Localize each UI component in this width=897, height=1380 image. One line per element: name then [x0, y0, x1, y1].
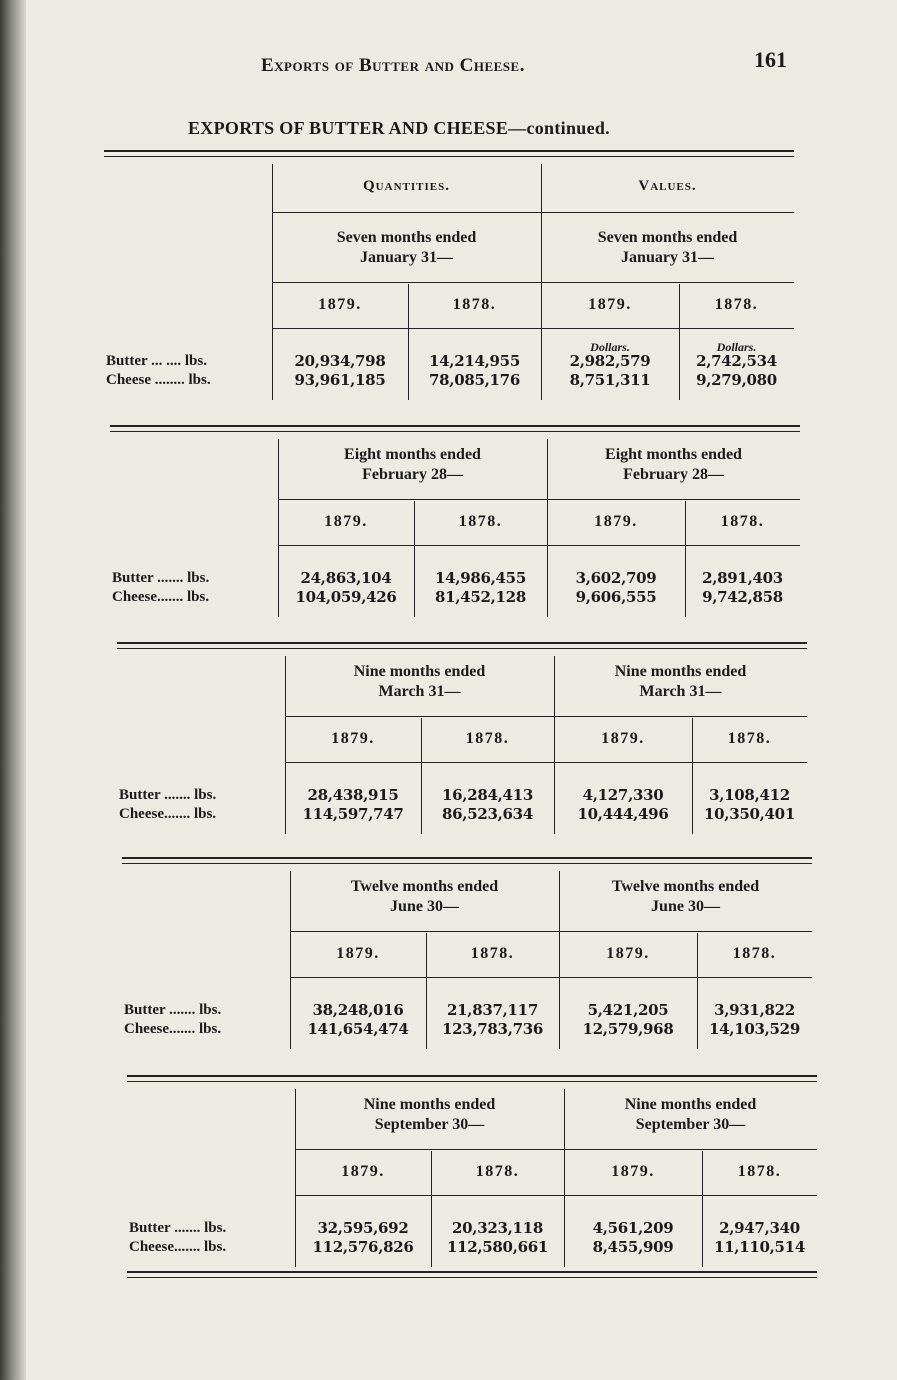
data-cell: 2,891,403: [702, 569, 783, 587]
double-rule: [110, 425, 800, 432]
period-label: Nine months ended: [624, 1096, 757, 1113]
rule: [272, 328, 794, 329]
values-period: [541, 228, 794, 268]
data-cell: 28,438,915: [307, 786, 399, 804]
year-header: 1879.: [341, 1163, 385, 1180]
table-section: [127, 1075, 817, 1345]
rule: [295, 1149, 817, 1150]
period-date: February 28—: [362, 466, 463, 483]
rule: [290, 977, 812, 978]
rule: [697, 933, 698, 1049]
data-cell: 3,108,412: [709, 786, 790, 804]
year-header: 1878.: [465, 730, 510, 747]
data-cell: 2,982,579: [569, 352, 651, 370]
period-date: February 28—: [623, 466, 724, 483]
rule: [272, 164, 273, 400]
rule: [702, 1151, 703, 1267]
year-header: 1879.: [601, 730, 645, 747]
row-label: Butter ....... lbs.: [129, 1220, 227, 1236]
year-header: 1878.: [737, 1163, 782, 1180]
data-cell: 78,085,176: [429, 371, 520, 389]
rule: [290, 871, 291, 1049]
period-label: Nine months ended: [614, 663, 747, 680]
year-header: 1879.: [331, 730, 375, 747]
rule: [285, 716, 807, 717]
quantities-period: [295, 1095, 564, 1135]
data-cell: 4,561,209: [592, 1219, 674, 1237]
year-header: 1878.: [470, 945, 515, 962]
rule: [431, 1151, 432, 1267]
rule: [564, 1089, 565, 1267]
values-header: Values.: [638, 178, 697, 194]
period-date: January 31—: [360, 249, 453, 266]
data-cell: 9,742,858: [702, 588, 783, 606]
rule: [285, 762, 807, 763]
values-period: [554, 662, 807, 702]
quantities-period: [278, 445, 547, 485]
data-cell: 3,602,709: [575, 569, 657, 587]
data-cell: 21,837,117: [447, 1001, 538, 1019]
period-label: Twelve months ended: [611, 878, 760, 895]
year-header: 1878.: [458, 513, 503, 530]
quantities-period: [285, 662, 554, 702]
data-cell: 93,961,185: [294, 371, 386, 389]
row-label: Cheese ........ lbs.: [106, 372, 211, 388]
rule: [679, 284, 680, 400]
year-header: 1878.: [475, 1163, 520, 1180]
period-date: June 30—: [651, 898, 720, 915]
quantities-period: [290, 877, 559, 917]
data-cell: 4,127,330: [582, 786, 664, 804]
year-header: 1878.: [452, 296, 497, 313]
row-label: Cheese....... lbs.: [124, 1021, 222, 1037]
double-rule: [104, 150, 794, 157]
period-label: Seven months ended: [597, 229, 738, 246]
double-rule: [127, 1075, 817, 1082]
year-header: 1878.: [714, 296, 759, 313]
data-cell: 10,444,496: [577, 805, 669, 823]
row-label: Cheese....... lbs.: [112, 589, 210, 605]
data-cell: 104,059,426: [295, 588, 397, 606]
data-cell: 112,576,826: [312, 1238, 414, 1256]
double-rule: [127, 1271, 817, 1278]
data-cell: 16,284,413: [442, 786, 533, 804]
period-date: September 30—: [635, 1116, 746, 1133]
table-section: [104, 150, 794, 420]
rule: [290, 931, 812, 932]
data-cell: 12,579,968: [582, 1020, 674, 1038]
rule: [295, 1089, 296, 1267]
row-label: Butter ... .... lbs.: [106, 353, 207, 369]
dollars-unit: Dollars.: [590, 340, 630, 354]
data-cell: 141,654,474: [307, 1020, 409, 1038]
double-rule: [117, 642, 807, 649]
period-label: Nine months ended: [363, 1096, 496, 1113]
page-number: 161: [754, 47, 787, 72]
data-cell: 8,455,909: [592, 1238, 674, 1256]
table-title: EXPORTS OF BUTTER AND CHEESE—continued.: [188, 118, 610, 138]
period-label: Twelve months ended: [350, 878, 499, 895]
rule: [559, 871, 560, 1049]
rule: [692, 718, 693, 834]
data-cell: 38,248,016: [312, 1001, 404, 1019]
rule: [554, 656, 555, 834]
double-rule: [122, 857, 812, 864]
values-period: [559, 877, 812, 917]
period-date: September 30—: [374, 1116, 485, 1133]
data-cell: 81,452,128: [435, 588, 526, 606]
row-label: Butter ....... lbs.: [112, 570, 210, 586]
data-cell: 112,580,661: [446, 1238, 549, 1256]
quantities-header: Quantities.: [363, 178, 450, 194]
year-header: 1879.: [336, 945, 380, 962]
year-header: 1879.: [594, 513, 638, 530]
row-label: Butter ....... lbs.: [124, 1002, 222, 1018]
period-label: Nine months ended: [353, 663, 486, 680]
data-cell: 3,931,822: [714, 1001, 795, 1019]
data-cell: 14,214,955: [429, 352, 520, 370]
data-cell: 5,421,205: [587, 1001, 669, 1019]
data-cell: 123,783,736: [441, 1020, 544, 1038]
rule: [414, 501, 415, 617]
period-date: June 30—: [390, 898, 459, 915]
period-label: Eight months ended: [344, 446, 481, 463]
year-header: 1879.: [611, 1163, 655, 1180]
rule: [272, 212, 794, 213]
rule: [278, 545, 800, 546]
year-header: 1878.: [727, 730, 772, 747]
data-cell: 14,986,455: [435, 569, 526, 587]
running-head: Exports of Butter and Cheese.: [261, 55, 525, 76]
row-label: Cheese....... lbs.: [129, 1239, 227, 1255]
year-header: 1879.: [588, 296, 632, 313]
rule: [541, 164, 542, 400]
page-gutter-shadow: [0, 0, 26, 1380]
data-cell: 8,751,311: [569, 371, 651, 389]
rule: [285, 656, 286, 834]
data-cell: 20,934,798: [294, 352, 386, 370]
values-period: [547, 445, 800, 485]
year-header: 1879.: [324, 513, 368, 530]
year-header: 1878.: [720, 513, 765, 530]
period-label: Eight months ended: [605, 446, 742, 463]
rule: [278, 439, 279, 617]
rule: [547, 439, 548, 617]
data-cell: 20,323,118: [452, 1219, 543, 1237]
data-cell: 86,523,634: [442, 805, 533, 823]
rule: [408, 284, 409, 400]
period-date: March 31—: [639, 683, 722, 700]
data-cell: 24,863,104: [300, 569, 392, 587]
dollars-unit: Dollars.: [716, 340, 757, 354]
data-cell: 2,742,534: [696, 352, 777, 370]
period-date: January 31—: [621, 249, 714, 266]
data-cell: 9,279,080: [696, 371, 777, 389]
year-header: 1879.: [318, 296, 362, 313]
year-header: 1879.: [606, 945, 650, 962]
rule: [295, 1195, 817, 1196]
quantities-period: [272, 228, 541, 268]
row-label: Cheese....... lbs.: [119, 806, 217, 822]
data-cell: 10,350,401: [704, 805, 795, 823]
rule: [272, 282, 794, 283]
rule: [421, 718, 422, 834]
rule: [426, 933, 427, 1049]
data-cell: 9,606,555: [575, 588, 657, 606]
period-label: Seven months ended: [336, 229, 477, 246]
rule: [278, 499, 800, 500]
period-date: March 31—: [378, 683, 461, 700]
data-cell: 2,947,340: [719, 1219, 800, 1237]
data-cell: 114,597,747: [302, 805, 404, 823]
data-cell: 14,103,529: [709, 1020, 800, 1038]
row-label: Butter ....... lbs.: [119, 787, 217, 803]
data-cell: 32,595,692: [317, 1219, 409, 1237]
year-header: 1878.: [732, 945, 777, 962]
values-period: [564, 1095, 817, 1135]
rule: [685, 501, 686, 617]
data-cell: 11,110,514: [714, 1238, 805, 1256]
